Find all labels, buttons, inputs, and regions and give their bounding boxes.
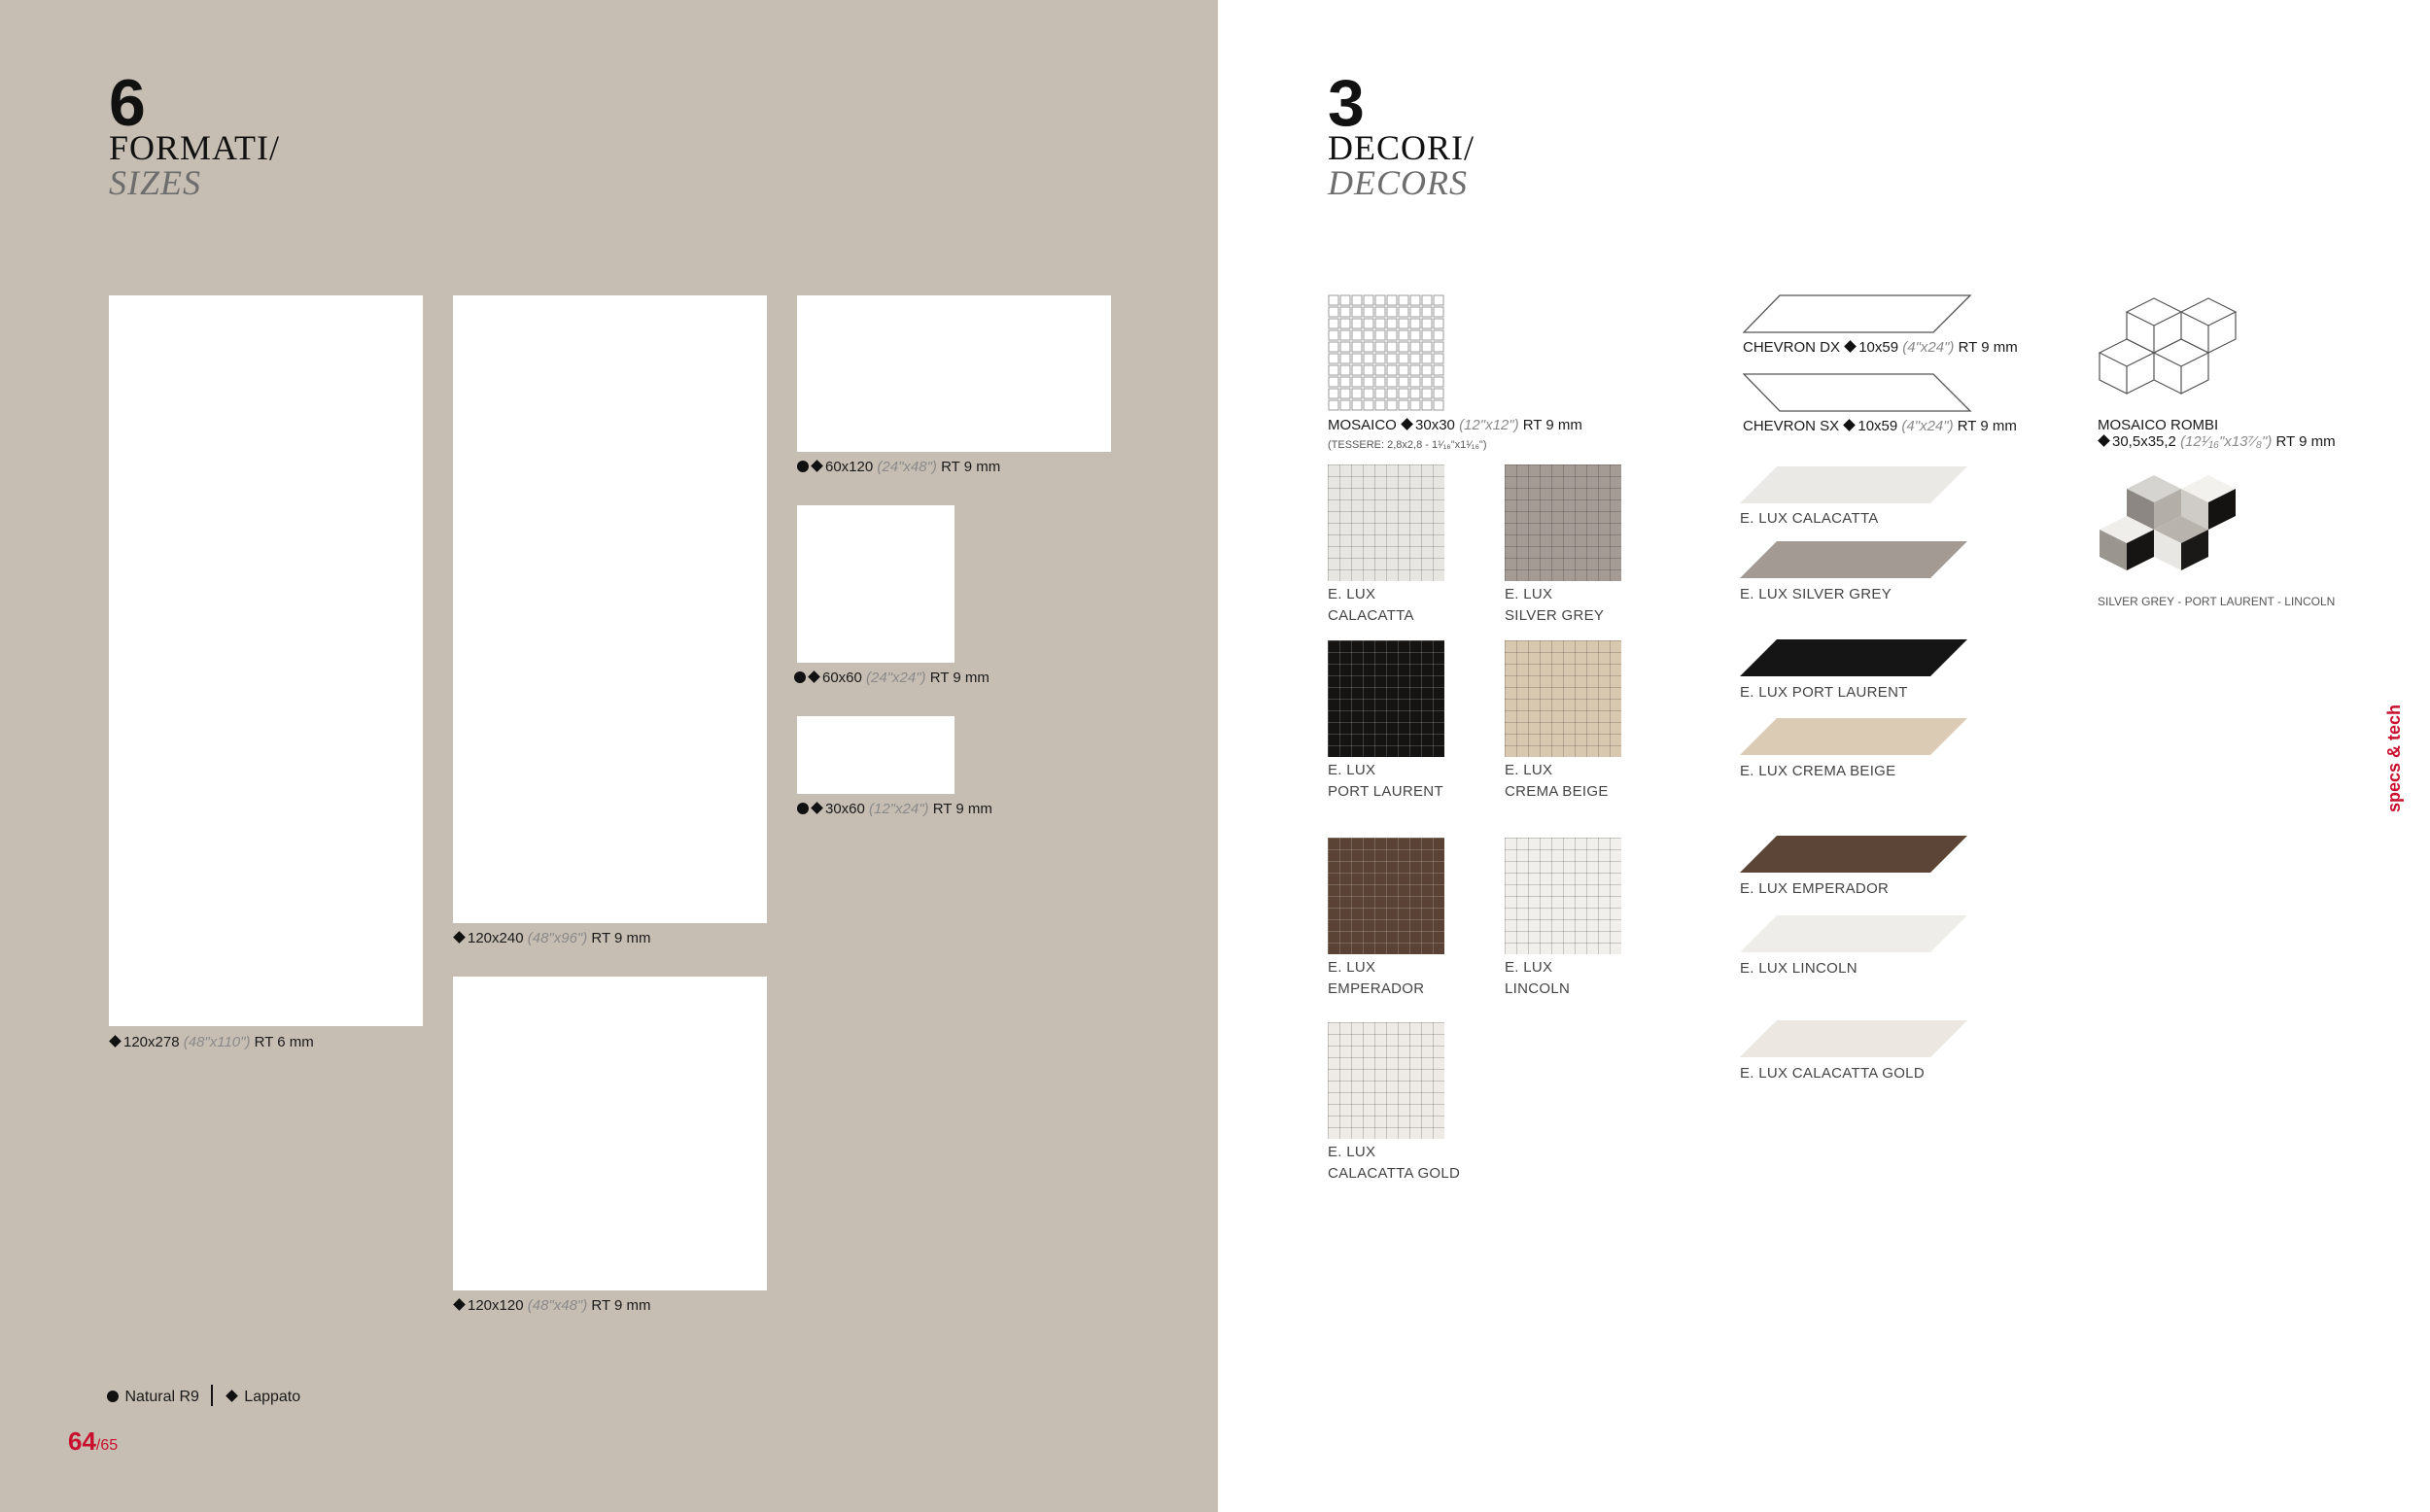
mosaico-grid-drawing bbox=[1328, 294, 1446, 413]
chevron-dx-caption: CHEVRON DX 10x59 (4"x24") RT 9 mm bbox=[1743, 339, 2018, 356]
mosaic-swatch-calacatta-gold bbox=[1328, 1022, 1444, 1139]
chevron-sx-caption: CHEVRON SX 10x59 (4"x24") RT 9 mm bbox=[1743, 418, 2017, 434]
chevron-swatch-calacatta-gold bbox=[1740, 1020, 1969, 1064]
caption-60x60: 60x60 (24"x24") RT 9 mm bbox=[794, 670, 989, 687]
tile-60x60 bbox=[797, 505, 955, 663]
mosaic-label-crema-beige: E. LUX CREMA BEIGE bbox=[1505, 762, 1609, 800]
rombi-colors: SILVER GREY - PORT LAURENT - LINCOLN bbox=[2098, 595, 2336, 608]
rombi-photo bbox=[2098, 471, 2243, 595]
rombi-drawing bbox=[2098, 294, 2243, 411]
chevron-label-crema-beige: E. LUX CREMA BEIGE bbox=[1740, 763, 1896, 779]
chevron-swatch-emperador bbox=[1740, 836, 1969, 879]
side-section-label: specs & tech bbox=[2384, 704, 2404, 812]
mosaic-swatch-calacatta bbox=[1328, 464, 1444, 581]
chevron-swatch-port-laurent bbox=[1740, 639, 1969, 683]
mosaico-tessere: (TESSERE: 2,8x2,8 - 1¹⁄₁₆"x1¹⁄₁₆") bbox=[1328, 439, 1487, 451]
sizes-title: FORMATI/ bbox=[109, 128, 281, 167]
lappato-marker bbox=[453, 931, 466, 944]
chevron-sx-outline bbox=[1743, 373, 1972, 417]
sizes-title-en: SIZES bbox=[109, 163, 201, 202]
decors-panel bbox=[1218, 0, 2430, 1512]
rombi-size: 30,5x35,2 (12¹⁄₁₆"x13⁷⁄₈") RT 9 mm bbox=[2098, 433, 2336, 451]
mosaic-swatch-emperador bbox=[1328, 838, 1444, 954]
mosaic-swatch-lincoln bbox=[1505, 838, 1621, 954]
mosaic-label-calacatta-gold: E. LUX CALACATTA GOLD bbox=[1328, 1144, 1461, 1182]
chevron-label-silver-grey: E. LUX SILVER GREY bbox=[1740, 586, 1892, 602]
sizes-count: 6 bbox=[109, 66, 146, 140]
mosaico-caption: MOSAICO 30x30 (12"x12") RT 9 mm bbox=[1328, 417, 1582, 433]
mosaic-swatch-port-laurent bbox=[1328, 640, 1444, 757]
tile-120x278 bbox=[109, 295, 423, 1026]
lappato-marker bbox=[1843, 419, 1856, 431]
page-number: 64/65 bbox=[68, 1426, 119, 1456]
mosaic-swatch-crema-beige bbox=[1505, 640, 1621, 757]
natural-marker bbox=[797, 461, 809, 472]
lappato-marker bbox=[2098, 434, 2110, 447]
chevron-label-port-laurent: E. LUX PORT LAURENT bbox=[1740, 684, 1908, 701]
mosaic-label-lincoln: E. LUX LINCOLN bbox=[1505, 959, 1571, 997]
chevron-label-calacatta-gold: E. LUX CALACATTA GOLD bbox=[1740, 1065, 1925, 1082]
lappato-marker bbox=[226, 1390, 238, 1402]
lappato-marker bbox=[1844, 340, 1857, 353]
tile-30x60 bbox=[797, 716, 955, 794]
natural-marker bbox=[107, 1391, 119, 1402]
lappato-marker bbox=[453, 1298, 466, 1311]
natural-marker bbox=[797, 803, 809, 814]
lappato-marker bbox=[808, 670, 820, 683]
chevron-dx-outline bbox=[1743, 294, 1972, 338]
lappato-marker bbox=[811, 802, 823, 814]
decors-title: DECORI/ bbox=[1328, 128, 1475, 167]
caption-30x60: 30x60 (12"x24") RT 9 mm bbox=[797, 801, 992, 818]
mosaic-label-port-laurent: E. LUX PORT LAURENT bbox=[1328, 762, 1443, 800]
decors-title-en: DECORS bbox=[1328, 163, 1468, 202]
caption-60x120: 60x120 (24"x48") RT 9 mm bbox=[797, 459, 1000, 476]
lappato-marker bbox=[109, 1035, 122, 1048]
chevron-swatch-lincoln bbox=[1740, 915, 1969, 959]
tile-60x120 bbox=[797, 295, 1111, 452]
finish-legend: Natural R9 Lappato bbox=[107, 1385, 300, 1406]
rombi-outline bbox=[2098, 294, 2243, 416]
mosaic-label-calacatta: E. LUX CALACATTA bbox=[1328, 586, 1414, 624]
chevron-swatch-calacatta bbox=[1740, 466, 1969, 510]
chevron-label-emperador: E. LUX EMPERADOR bbox=[1740, 880, 1890, 897]
lappato-marker bbox=[1401, 418, 1413, 430]
caption-120x120: 120x120 (48"x48") RT 9 mm bbox=[453, 1297, 651, 1315]
caption-120x240: 120x240 (48"x96") RT 9 mm bbox=[453, 930, 651, 947]
chevron-label-calacatta: E. LUX CALACATTA bbox=[1740, 510, 1879, 527]
natural-marker bbox=[794, 671, 806, 683]
mosaico-outline bbox=[1328, 294, 1446, 418]
mosaic-label-emperador: E. LUX EMPERADOR bbox=[1328, 959, 1425, 997]
caption-120x278: 120x278 (48"x110") RT 6 mm bbox=[109, 1034, 314, 1051]
tile-120x240 bbox=[453, 295, 767, 923]
decors-count: 3 bbox=[1328, 66, 1365, 140]
chevron-swatch-crema-beige bbox=[1740, 718, 1969, 762]
lappato-marker bbox=[811, 460, 823, 472]
chevron-swatch-silver-grey bbox=[1740, 541, 1969, 585]
chevron-label-lincoln: E. LUX LINCOLN bbox=[1740, 960, 1857, 977]
rombi-caption: MOSAICO ROMBI bbox=[2098, 417, 2219, 433]
mosaic-label-silver-grey: E. LUX SILVER GREY bbox=[1505, 586, 1605, 624]
legend-divider bbox=[211, 1385, 213, 1406]
mosaic-swatch-silver-grey bbox=[1505, 464, 1621, 581]
tile-120x120 bbox=[453, 977, 767, 1290]
